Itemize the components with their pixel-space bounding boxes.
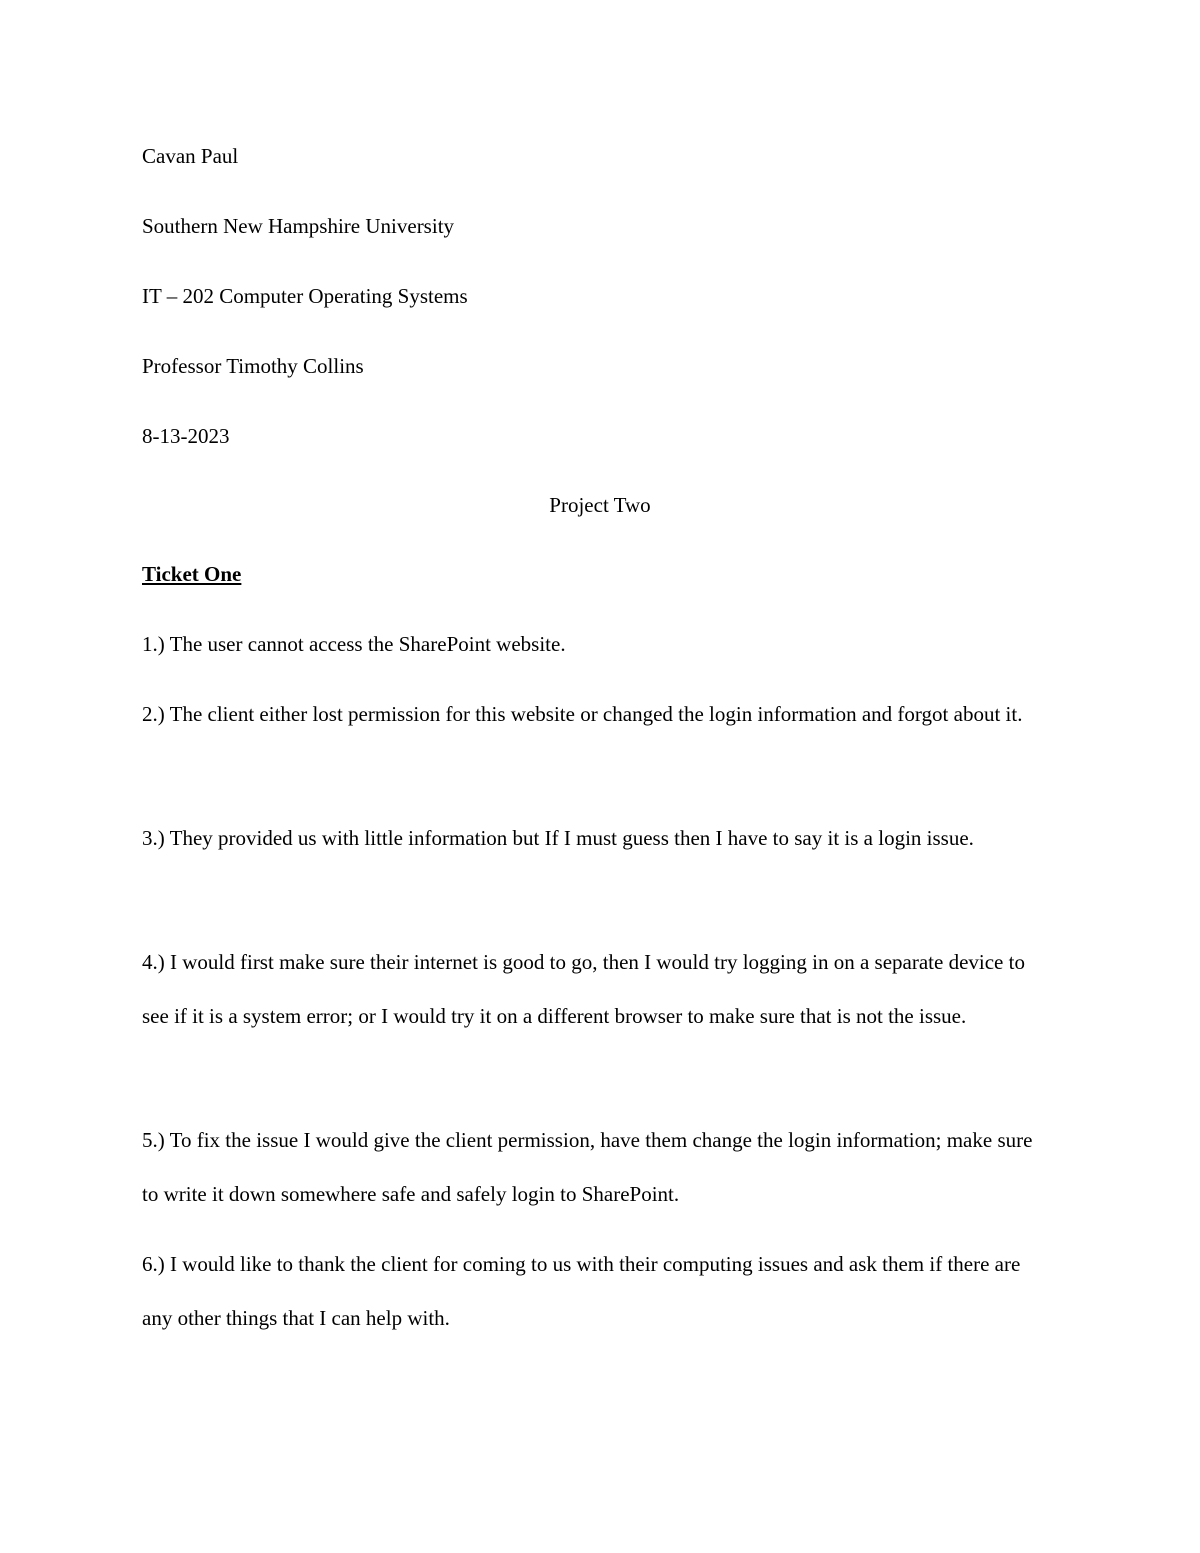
section-heading: Ticket One <box>142 562 242 586</box>
institution-name: Southern New Hampshire University <box>142 214 455 238</box>
ticket-item-5: 5.) To fix the issue I would give the client permission, have them change the login information; make sure to write it down somewhere safe and safely login to SharePoint. <box>142 1128 1033 1206</box>
author-name: Cavan Paul <box>142 144 239 168</box>
document-date: 8-13-2023 <box>142 424 230 448</box>
ticket-item-2: 2.) The client either lost permission for this website or changed the login information and forgot about it. <box>142 702 1023 726</box>
professor-name: Professor Timothy Collins <box>142 354 364 378</box>
ticket-item-3: 3.) They provided us with little information but If I must guess then I have to say it is a login issue. <box>142 826 974 850</box>
course-name: IT – 202 Computer Operating Systems <box>142 284 468 308</box>
ticket-item-6: 6.) I would like to thank the client for coming to us with their computing issues and ask them if there are any other things that I can help with. <box>142 1252 1021 1330</box>
page-title: Project Two <box>549 493 651 517</box>
ticket-item-1: 1.) The user cannot access the SharePoint website. <box>142 632 566 656</box>
ticket-item-4: 4.) I would first make sure their internet is good to go, then I would try logging in on a separate device to see if it is a system error; or I would try it on a different browser to make sure that is not the issue. <box>142 950 1025 1028</box>
